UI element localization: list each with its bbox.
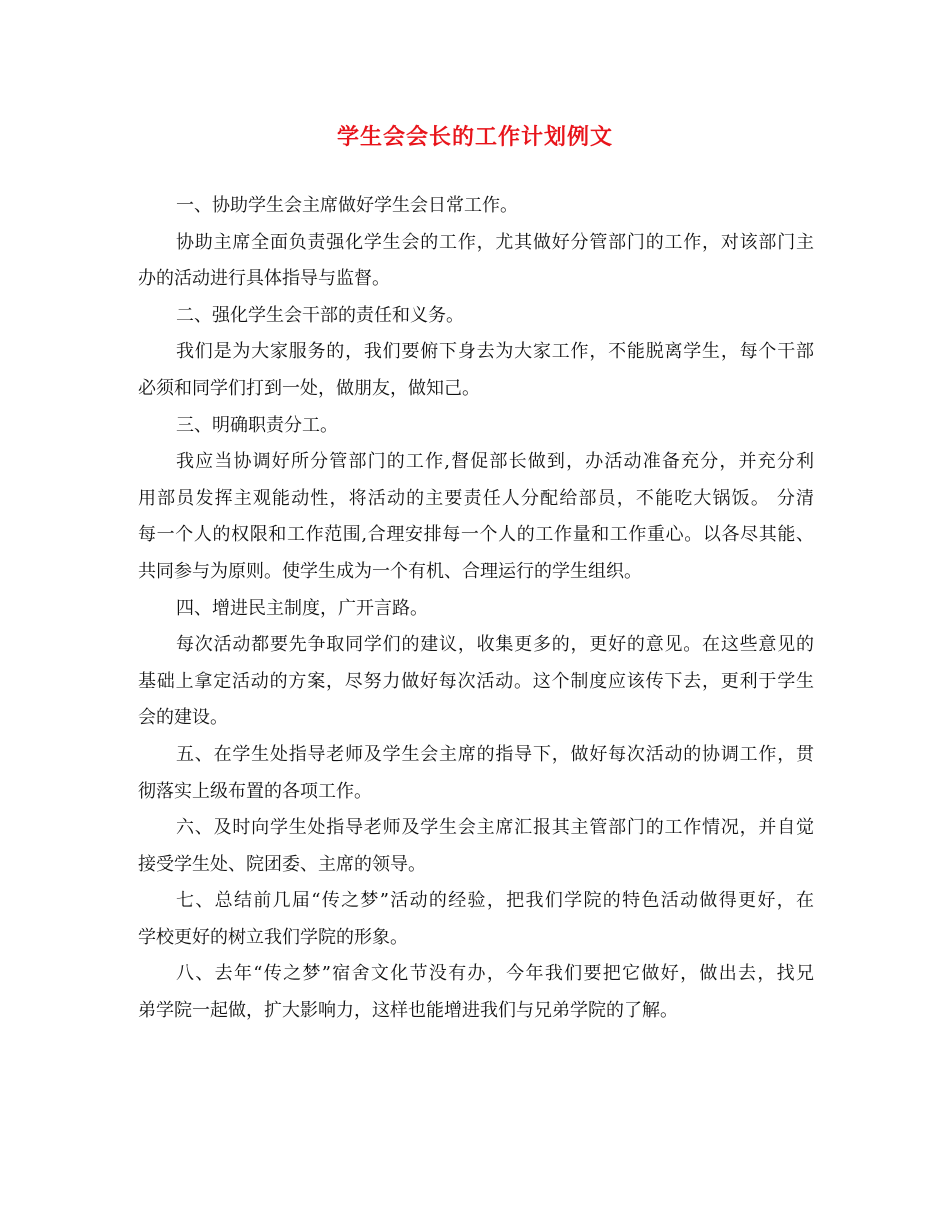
text-line: 我应当协调好所分管部门的工作,督促部长做到，办活动准备充分，并充分利 bbox=[176, 451, 814, 473]
document-body bbox=[138, 188, 814, 1030]
text-line: 八、去年“传之梦”宿舍文化节没有办，今年我们要把它做好，做出去，找兄 bbox=[176, 963, 814, 985]
text-line: 二、强化学生会干部的责任和义务。 bbox=[176, 304, 464, 326]
text-line: 彻落实上级布置的各项工作。 bbox=[138, 780, 372, 802]
text-line: 必须和同学们打到一处，做朋友，做知己。 bbox=[138, 377, 480, 399]
text-line: 三、明确职责分工。 bbox=[176, 414, 338, 436]
text-line: 一、协助学生会主席做好学生会日常工作。 bbox=[176, 195, 518, 216]
text-line: 七、总结前几届“传之梦”活动的经验，把我们学院的特色活动做得更好，在 bbox=[176, 890, 814, 912]
text-line: 会的建设。 bbox=[138, 707, 228, 729]
text-line: 用部员发挥主观能动性，将活动的主要责任人分配给部员，不能吃大锅饭。 分清 bbox=[138, 487, 814, 509]
document-title: 学生会会长的工作计划例文 bbox=[336, 124, 613, 150]
text-line: 办的活动进行具体指导与监督。 bbox=[138, 268, 390, 290]
text-line: 基础上拿定活动的方案，尽努力做好每次活动。这个制度应该传下去，更利于学生 bbox=[138, 670, 814, 692]
text-line: 每次活动都要先争取同学们的建议，收集更多的，更好的意见。在这些意见的 bbox=[176, 634, 814, 656]
text-line: 六、及时向学生处指导老师及学生会主席汇报其主管部门的工作情况，并自觉 bbox=[176, 817, 814, 839]
text-line: 弟学院一起做，扩大影响力，这样也能增进我们与兄弟学院的了解。 bbox=[138, 1000, 678, 1022]
text-line: 五、在学生处指导老师及学生会主席的指导下，做好每次活动的协调工作，贯 bbox=[176, 743, 814, 765]
text-line: 四、增进民主制度，广开言路。 bbox=[176, 597, 428, 619]
text-line: 共同参与为原则。使学生成为一个有机、合理运行的学生组织。 bbox=[138, 560, 642, 582]
text-line: 接受学生处、院团委、主席的领导。 bbox=[138, 853, 426, 875]
text-line: 每一个人的权限和工作范围,合理安排每一个人的工作量和工作重心。以各尽其能、 bbox=[138, 524, 814, 546]
text-line: 学校更好的树立我们学院的形象。 bbox=[138, 926, 408, 948]
text-line: 我们是为大家服务的，我们要俯下身去为大家工作，不能脱离学生，每个干部 bbox=[176, 341, 814, 363]
text-line: 协助主席全面负责强化学生会的工作，尤其做好分管部门的工作，对该部门主 bbox=[176, 231, 814, 253]
